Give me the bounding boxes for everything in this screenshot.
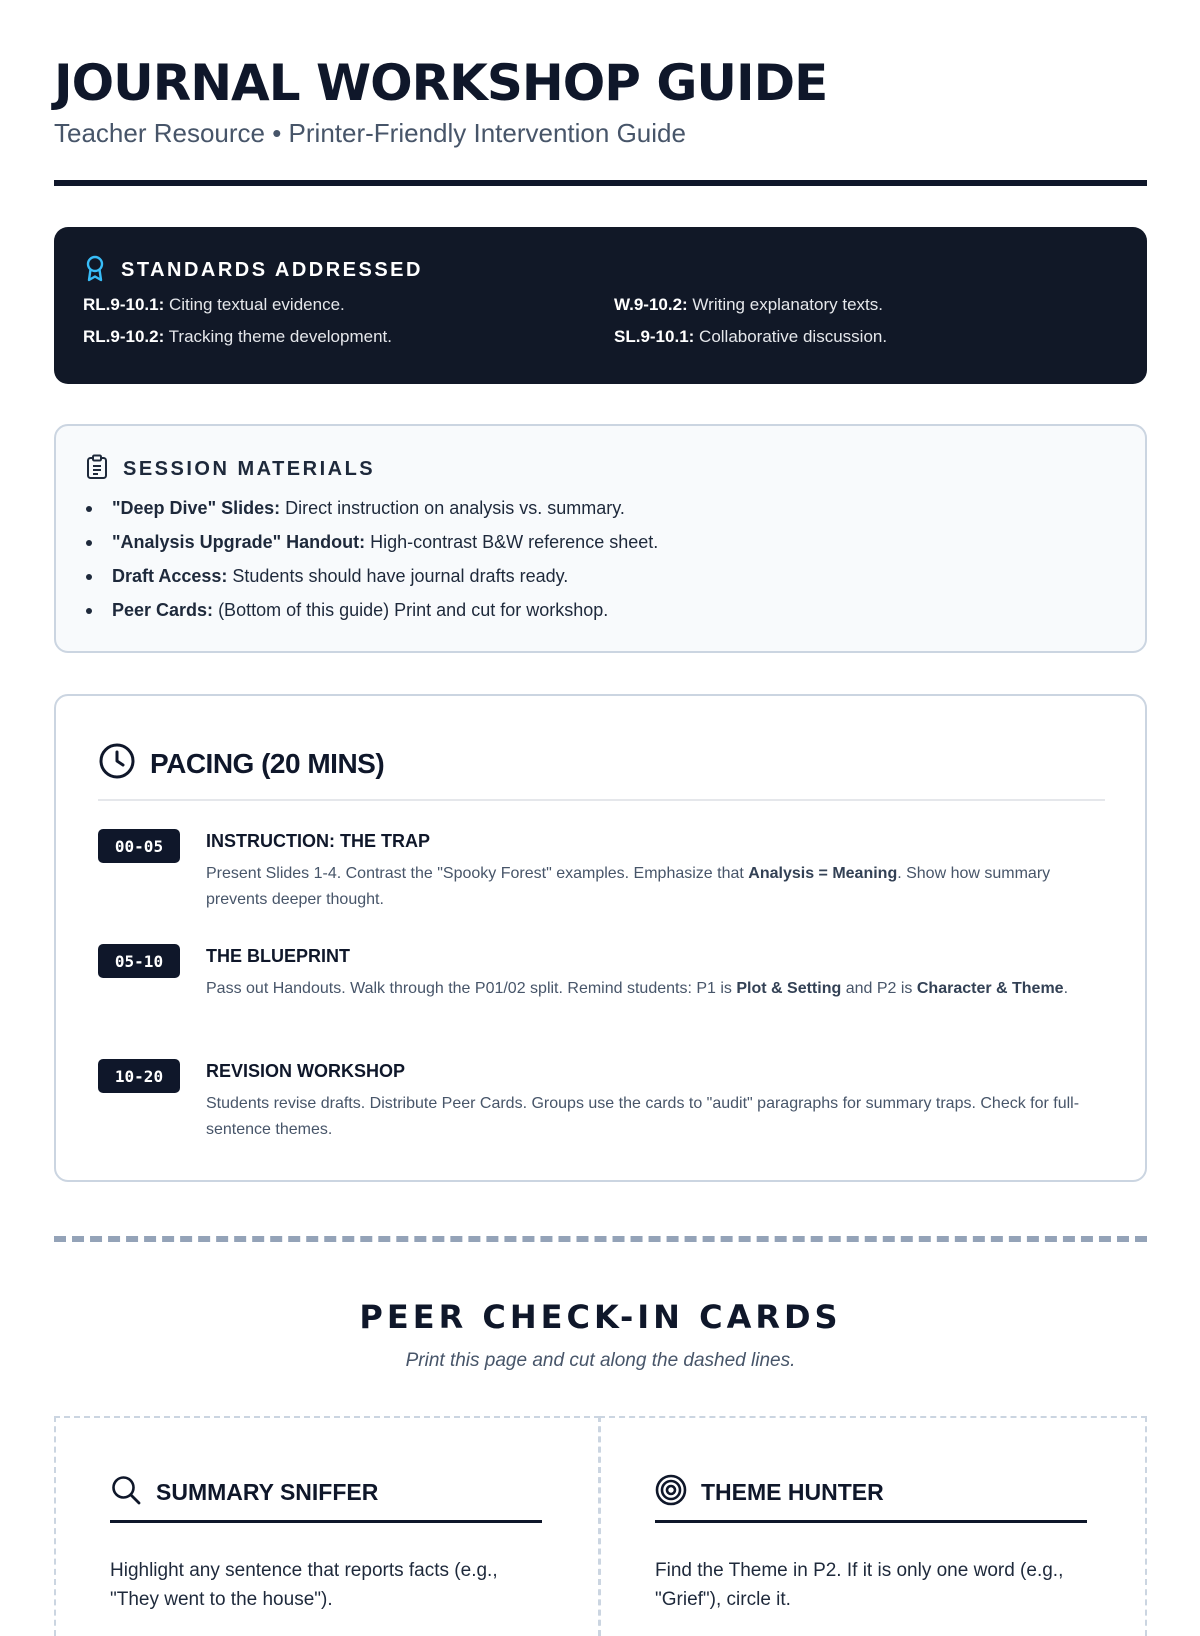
card-divider <box>110 1520 542 1523</box>
card-title: THEME HUNTER <box>701 1479 884 1505</box>
pacing-header <box>98 742 384 785</box>
materials-heading: SESSION MATERIALS <box>123 458 376 480</box>
standard-item: RL.9-10.2: Tracking theme development. <box>83 327 392 346</box>
list-item: Peer Cards: (Bottom of this guide) Print and cut for workshop. <box>112 598 658 632</box>
materials-panel <box>54 424 1147 653</box>
step-title: THE BLUEPRINT <box>206 946 350 966</box>
pacing-heading: PACING (20 MINS) <box>150 747 385 779</box>
pacing-panel <box>54 694 1147 1182</box>
step-description: Present Slides 1-4. Contrast the "Spooky Forest" examples. Emphasize that Analysis = Meaning. Show how summary prevents deeper thought. <box>206 865 1051 908</box>
cut-line-divider <box>54 1236 1147 1242</box>
clipboard-icon <box>85 454 109 485</box>
header-divider <box>54 180 1147 186</box>
card-header <box>110 1474 378 1511</box>
clock-icon <box>98 742 136 785</box>
card-divider <box>655 1520 1087 1523</box>
list-item: "Deep Dive" Slides: Direct instruction on analysis vs. summary. <box>112 496 658 530</box>
card-text: Highlight any sentence that reports facts (e.g., "They went to the house"). <box>110 1560 498 1610</box>
page-title: JOURNAL WORKSHOP GUIDE <box>54 54 828 112</box>
card-title: SUMMARY SNIFFER <box>156 1479 379 1505</box>
standard-item: SL.9-10.1: Collaborative discussion. <box>614 327 888 346</box>
card-text: Find the Theme in P2. If it is only one word (e.g., "Grief"), circle it. <box>655 1560 1064 1610</box>
list-item: Draft Access: Students should have journal drafts ready. <box>112 564 658 598</box>
standard-item: W.9-10.2: Writing explanatory texts. <box>614 295 883 314</box>
step-description: Pass out Handouts. Walk through the P01/02 split. Remind students: P1 is Plot & Setting and P2 is Character & Theme. <box>206 980 1069 997</box>
card-header <box>655 1474 884 1511</box>
peer-cards-heading: PEER CHECK-IN CARDS <box>359 1298 842 1336</box>
standards-heading: STANDARDS ADDRESSED <box>121 259 423 281</box>
step-title: INSTRUCTION: THE TRAP <box>206 831 430 851</box>
target-icon <box>655 1474 687 1511</box>
page-subtitle: Teacher Resource • Printer-Friendly Intervention Guide <box>54 118 686 148</box>
peer-card <box>54 1416 600 1636</box>
time-badge: 00-05 <box>98 829 180 863</box>
peer-cards-subheading: Print this page and cut along the dashed lines. <box>405 1350 796 1371</box>
search-icon <box>110 1474 142 1511</box>
time-badge: 05-10 <box>98 944 180 978</box>
step-title: REVISION WORKSHOP <box>206 1061 406 1081</box>
peer-card <box>599 1416 1147 1636</box>
standards-panel <box>54 227 1147 384</box>
pacing-divider <box>98 799 1105 801</box>
time-badge: 10-20 <box>98 1059 180 1093</box>
standards-header <box>83 254 423 287</box>
materials-header <box>85 454 375 485</box>
materials-list <box>112 496 658 632</box>
list-item: "Analysis Upgrade" Handout: High-contrast B&W reference sheet. <box>112 530 658 564</box>
standard-item: RL.9-10.1: Citing textual evidence. <box>83 295 345 314</box>
step-description: Students revise drafts. Distribute Peer Cards. Groups use the cards to "audit" paragraphs for summary traps. Check for full-sentence themes. <box>206 1095 1080 1138</box>
award-ribbon-icon <box>83 254 107 287</box>
